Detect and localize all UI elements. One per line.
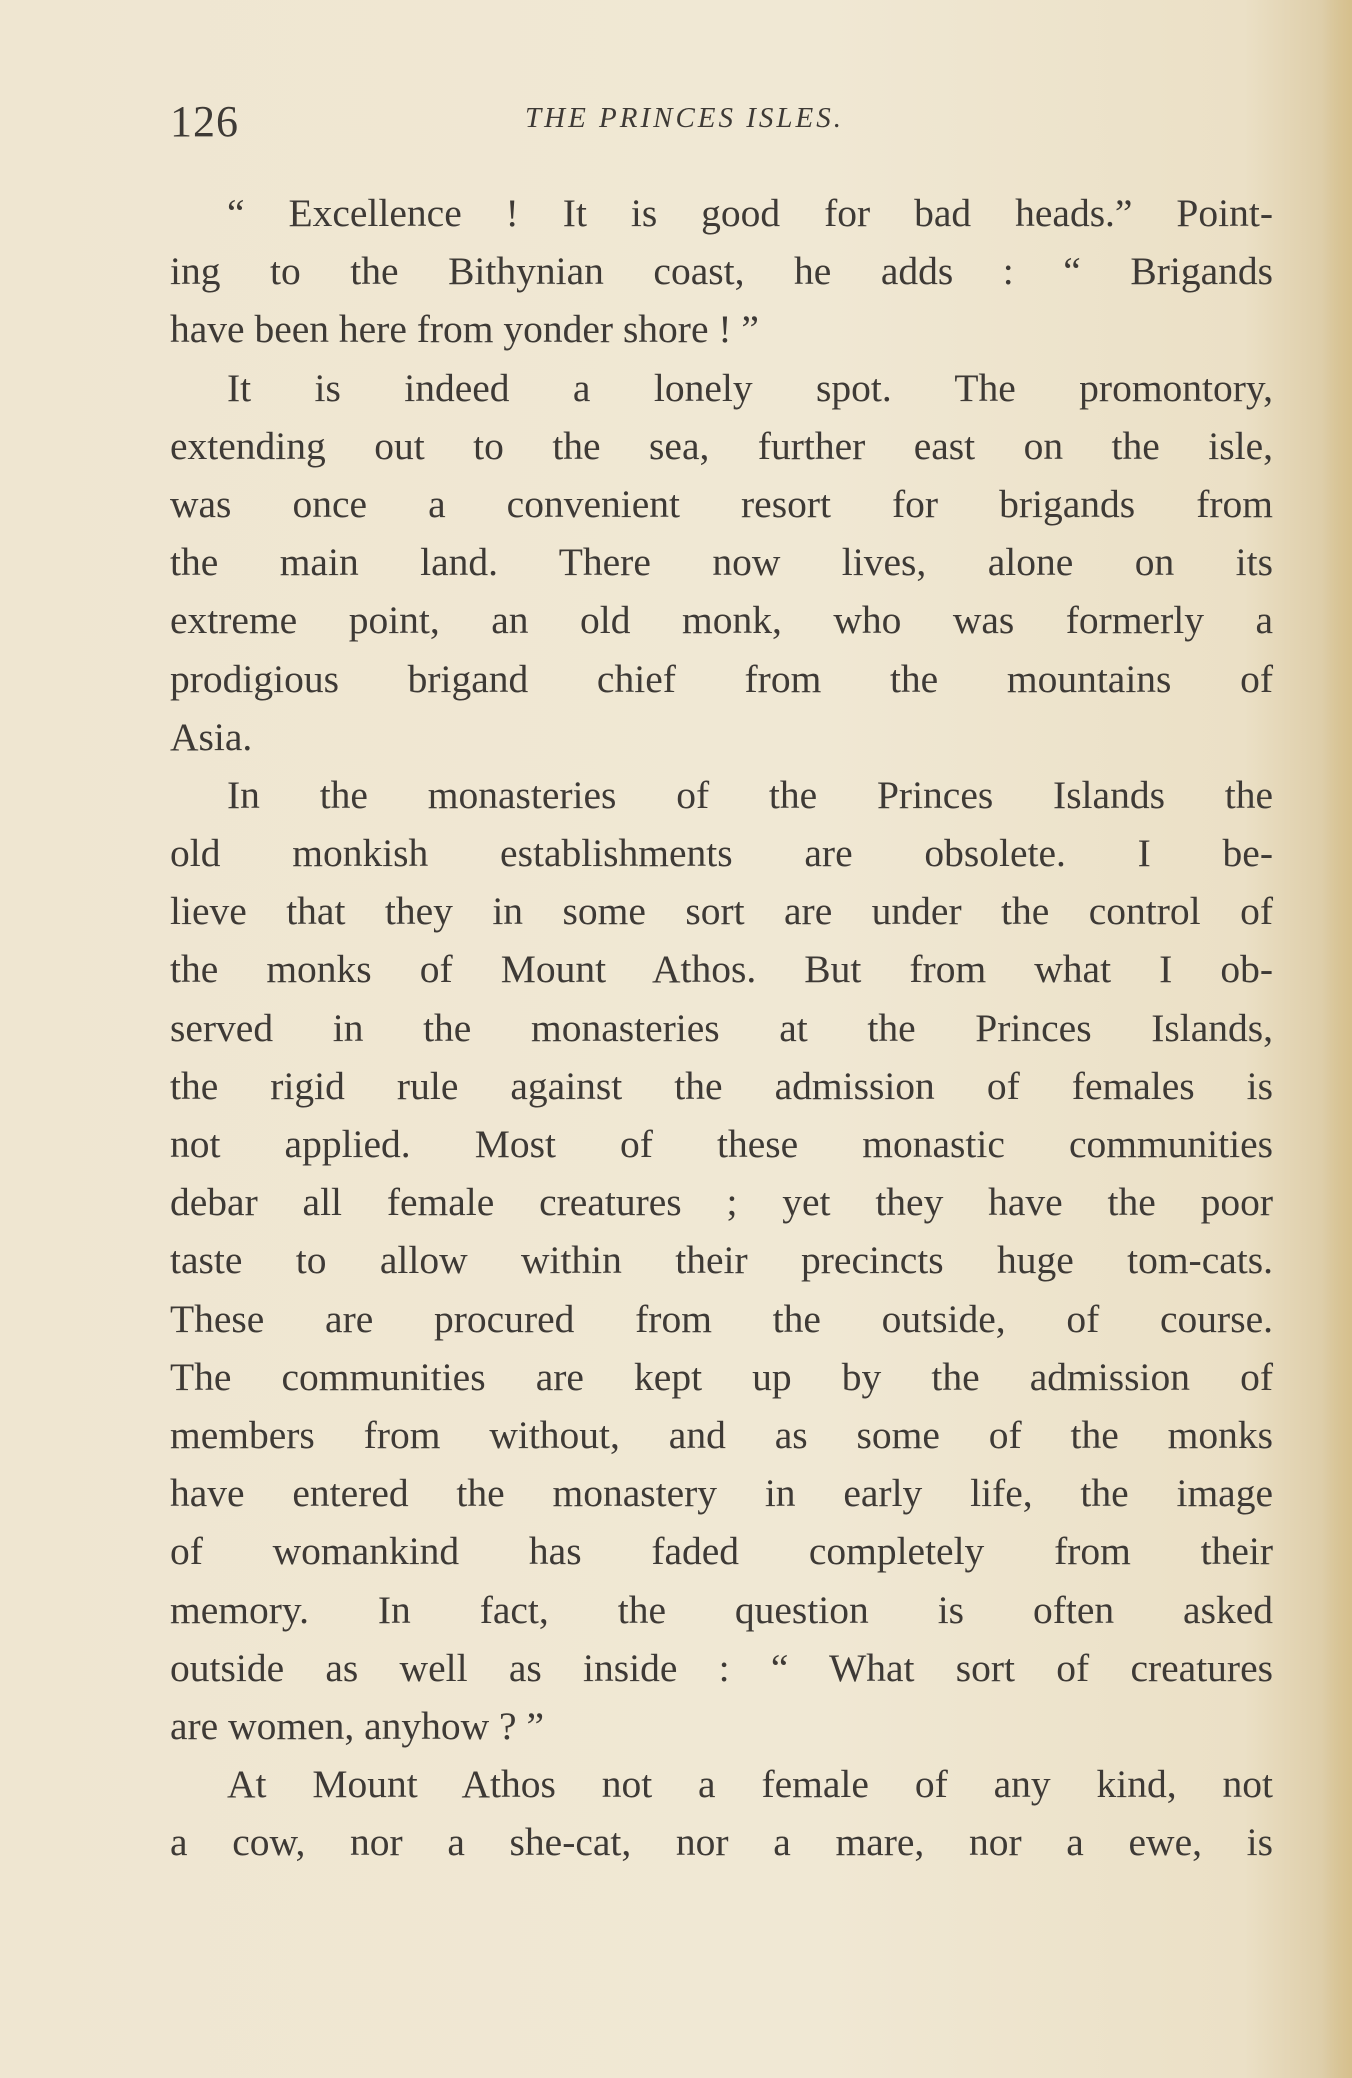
text-line: It is indeed a lonely spot. The promontory,	[227, 365, 1273, 410]
body-text	[170, 184, 1273, 1871]
text-line: debar all female creatures ; yet they have the poor	[170, 1180, 1273, 1225]
text-line: served in the monasteries at the Princes Islands,	[170, 1005, 1273, 1050]
text-line: These are procured from the outside, of course.	[170, 1296, 1273, 1341]
text-line: not applied. Most of these monastic communities	[170, 1122, 1273, 1166]
text-line: the monks of Mount Athos. But from what I ob-	[170, 947, 1273, 992]
text-line: extending out to the sea, further east on the isle,	[170, 423, 1273, 468]
text-line: the rigid rule against the admission of females is	[170, 1063, 1273, 1108]
text-line: have been here from yonder shore ! ”	[170, 307, 759, 352]
text-line: Asia.	[170, 714, 253, 759]
text-line: of womankind has faded completely from their	[170, 1529, 1273, 1574]
text-line: “ Excellence ! It is good for bad heads.” Point-	[227, 191, 1273, 235]
text-line: The communities are kept up by the admission of	[170, 1354, 1273, 1399]
text-line: outside as well as inside : “ What sort of creatures	[170, 1645, 1273, 1690]
text-line: have entered the monastery in early life, the image	[170, 1471, 1273, 1516]
text-line: extreme point, an old monk, who was formerly a	[170, 598, 1273, 643]
text-line: a cow, nor a she-cat, nor a mare, nor a ewe, is	[170, 1820, 1273, 1865]
text-line: In the monasteries of the Princes Islands the	[227, 772, 1273, 817]
text-line: the main land. There now lives, alone on its	[170, 540, 1273, 585]
text-line: prodigious brigand chief from the mountains of	[170, 656, 1273, 701]
text-line: At Mount Athos not a female of any kind, not	[227, 1762, 1273, 1807]
page-edge	[1322, 0, 1352, 2078]
text-line: old monkish establishments are obsolete. I be-	[170, 831, 1273, 876]
text-line: members from without, and as some of the monks	[170, 1412, 1273, 1457]
text-line: ing to the Bithynian coast, he adds : “ Brigands	[170, 249, 1273, 294]
text-line: lieve that they in some sort are under the control of	[170, 889, 1273, 934]
text-line: are women, anyhow ? ”	[170, 1703, 544, 1748]
text-line: memory. In fact, the question is often asked	[170, 1587, 1273, 1632]
page-number: 126	[170, 97, 239, 146]
text-line: was once a convenient resort for brigands from	[170, 481, 1273, 526]
running-title: THE PRINCES ISLES.	[525, 102, 845, 134]
page-header	[170, 96, 1210, 144]
text-line: taste to allow within their precincts huge tom-cats.	[170, 1238, 1273, 1283]
